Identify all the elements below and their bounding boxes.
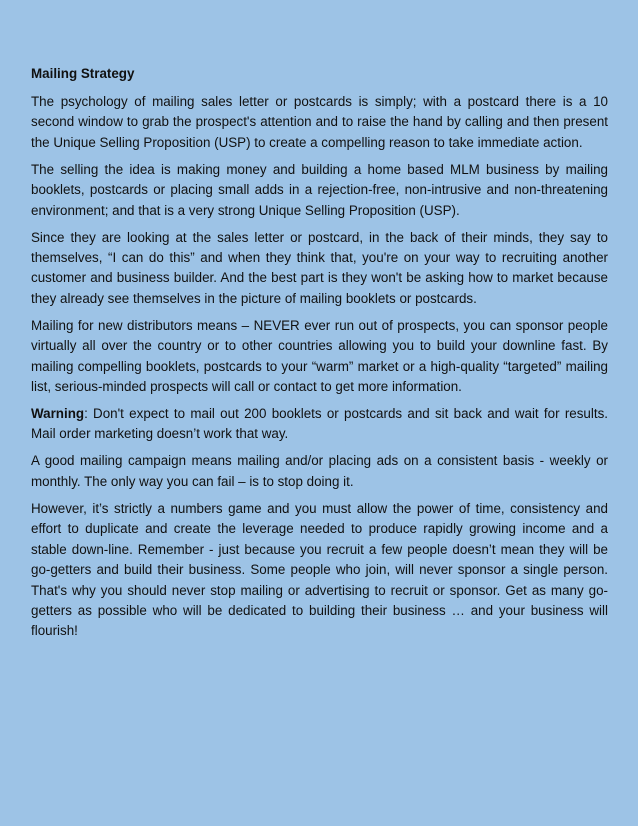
warning-text: : Don't expect to mail out 200 booklets or postcards and sit back and wait for results. Mail order marketing doesn’t work that way. [31,406,608,442]
paragraph-warning [31,404,608,445]
section-heading: Mailing Strategy [31,66,135,81]
paragraph-distributors: Mailing for new distributors means – NEVER ever run out of prospects, you can sponsor people virtually all over the country or to other countries allowing you to build your downline fast. By mailing compelling booklets, postcards to your “warm” market or a high-quality “targeted” mailing list, serious-minded prospects will call or contact to get more information. [31,317,608,395]
warning-label: Warning [31,406,85,422]
paragraph-psychology: The psychology of mailing sales letter or postcards is simply; with a postcard there is a 10 second window to grab the prospect's attention and to raise the hand by calling and then present the Unique Selling Proposition (USP) to create a compelling reason to take immediate action. [31,94,608,150]
paragraph-recruiting: Since they are looking at the sales letter or postcard, in the back of their minds, they say to themselves, “I can do this” and when they think that, you're on your way to recruiting another customer and business builder. And the best part is they won't be asking how to market because they already see themselves in the picture of mailing booklets or postcards. [31,229,608,306]
paragraph-numbers-game: However, it’s strictly a numbers game and you must allow the power of time, consistency and effort to duplicate and create the leverage needed to produce rapidly growing income and a stable down-line. Remember - just because you recruit a few people doesn’t mean they will be go-getters and build their business. Some people who join, will never sponsor a single person. That's why you should never stop mailing or advertising to recruit or sponsor. Get as many go-getters as possible who will be dedicated to building their business … and your business will flourish! [31,500,608,639]
paragraph-selling-idea: The selling the idea is making money and building a home based MLM business by mailing booklets, postcards or placing small adds in a rejection-free, non-intrusive and non-threatening environment; and that is a very strong Unique Selling Proposition (USP). [31,161,608,218]
paragraph-campaign: A good mailing campaign means mailing and/or placing ads on a consistent basis - weekly or monthly. The only way you can fail – is to stop doing it. [31,453,608,489]
